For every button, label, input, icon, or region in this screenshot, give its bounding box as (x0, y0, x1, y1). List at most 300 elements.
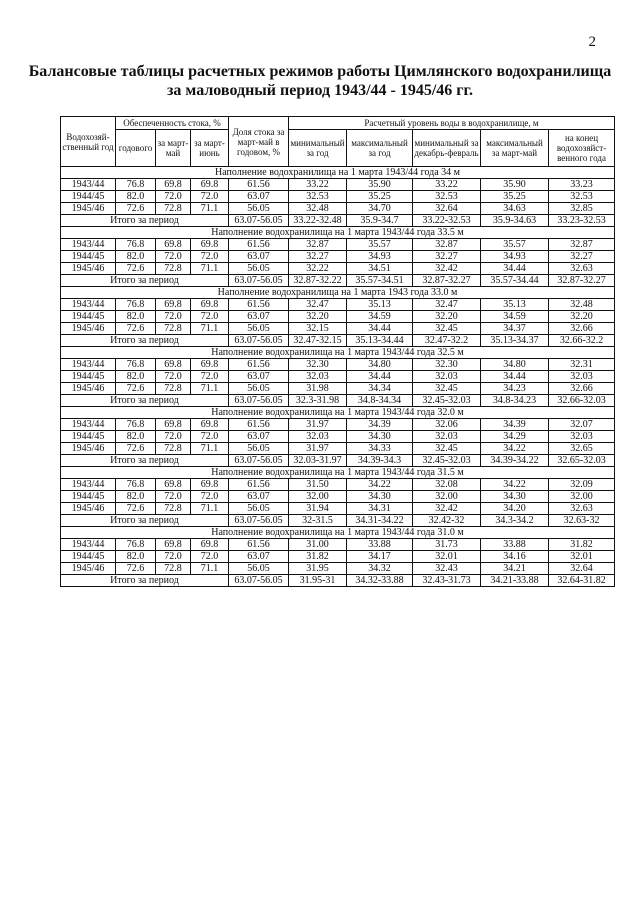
section-header-row (61, 527, 615, 539)
row-value-cell: 69.8 (156, 539, 191, 551)
row-value-cell: 76.8 (116, 179, 156, 191)
total-value-cell: 34.32-33.88 (347, 575, 413, 587)
row-value-cell: 82.0 (116, 551, 156, 563)
row-value-cell: 72.0 (156, 371, 191, 383)
row-value-cell: 34.23 (481, 383, 549, 395)
row-year-cell: 1944/45 (61, 191, 116, 203)
total-row (61, 395, 615, 407)
total-value-cell: 63.07-56.05 (229, 395, 289, 407)
total-value-cell: 32.45-32.03 (413, 455, 481, 467)
row-value-cell: 32.01 (413, 551, 481, 563)
row-value-cell: 61.56 (229, 359, 289, 371)
row-value-cell: 63.07 (229, 491, 289, 503)
page-title (0, 62, 640, 100)
row-value-cell: 32.27 (289, 251, 347, 263)
total-label: Итого за период (61, 515, 229, 527)
total-value-cell: 33.22-32.53 (413, 215, 481, 227)
total-label: Итого за период (61, 575, 229, 587)
total-value-cell: 32.42-32 (413, 515, 481, 527)
row-year-cell: 1945/46 (61, 263, 116, 275)
row-value-cell: 35.57 (481, 239, 549, 251)
total-value-cell: 35.9-34.63 (481, 215, 549, 227)
row-value-cell: 69.8 (156, 419, 191, 431)
row-value-cell: 63.07 (229, 371, 289, 383)
row-value-cell: 34.22 (481, 443, 549, 455)
row-value-cell: 69.8 (191, 179, 229, 191)
row-year-cell: 1945/46 (61, 383, 116, 395)
section-header-row (61, 347, 615, 359)
section-title: Наполнение водохранилища на 1 марта 1943/44 года 32.5 м (61, 347, 615, 359)
row-value-cell: 32.30 (289, 359, 347, 371)
row-value-cell: 32.03 (549, 371, 615, 383)
row-value-cell: 69.8 (191, 239, 229, 251)
row-value-cell: 34.63 (481, 203, 549, 215)
row-value-cell: 61.56 (229, 479, 289, 491)
row-value-cell: 72.0 (191, 251, 229, 263)
row-value-cell: 72.6 (116, 443, 156, 455)
row-value-cell: 69.8 (156, 239, 191, 251)
row-value-cell: 72.0 (156, 311, 191, 323)
row-value-cell: 34.30 (481, 491, 549, 503)
row-value-cell: 56.05 (229, 503, 289, 515)
row-value-cell: 82.0 (116, 191, 156, 203)
row-value-cell: 72.0 (191, 551, 229, 563)
row-value-cell: 69.8 (191, 359, 229, 371)
row-value-cell: 71.1 (191, 323, 229, 335)
total-value-cell: 32.87-32.22 (289, 275, 347, 287)
row-value-cell: 76.8 (116, 239, 156, 251)
row-value-cell: 56.05 (229, 203, 289, 215)
row-year-cell: 1943/44 (61, 299, 116, 311)
total-value-cell: 32.63-32 (549, 515, 615, 527)
row-year-cell: 1945/46 (61, 503, 116, 515)
row-value-cell: 69.8 (156, 179, 191, 191)
title-line-1: Балансовые таблицы расчетных режимов работы Цимлянского водохранилища (28, 63, 612, 80)
row-value-cell: 34.44 (481, 371, 549, 383)
row-value-cell: 35.57 (347, 239, 413, 251)
row-value-cell: 32.45 (413, 323, 481, 335)
total-value-cell: 32.66-32.03 (549, 395, 615, 407)
row-value-cell: 71.1 (191, 383, 229, 395)
total-value-cell: 35.13-34.37 (481, 335, 549, 347)
section-header-row (61, 407, 615, 419)
row-value-cell: 72.6 (116, 263, 156, 275)
row-value-cell: 82.0 (116, 431, 156, 443)
row-value-cell: 32.31 (549, 359, 615, 371)
row-value-cell: 72.0 (156, 491, 191, 503)
total-label: Итого за период (61, 335, 229, 347)
row-value-cell: 32.64 (413, 203, 481, 215)
row-value-cell: 32.03 (413, 431, 481, 443)
row-value-cell: 32.47 (413, 299, 481, 311)
row-value-cell: 71.1 (191, 443, 229, 455)
row-value-cell: 32.03 (413, 371, 481, 383)
section-title: Наполнение водохранилища на 1 марта 1943/44 года 31.5 м (61, 467, 615, 479)
row-value-cell: 76.8 (116, 299, 156, 311)
row-value-cell: 72.6 (116, 203, 156, 215)
row-value-cell: 32.87 (289, 239, 347, 251)
table-row (61, 239, 615, 251)
header-supply-marmay: за март-май (156, 130, 191, 167)
row-value-cell: 34.32 (347, 563, 413, 575)
table-row (61, 251, 615, 263)
row-value-cell: 69.8 (191, 419, 229, 431)
row-value-cell: 72.6 (116, 383, 156, 395)
row-value-cell: 72.8 (156, 563, 191, 575)
section-title: Наполнение водохранилища на 1 марта 1943/44 года 31.0 м (61, 527, 615, 539)
row-value-cell: 34.37 (481, 323, 549, 335)
row-year-cell: 1943/44 (61, 479, 116, 491)
row-year-cell: 1945/46 (61, 443, 116, 455)
total-value-cell: 33.23-32.53 (549, 215, 615, 227)
row-value-cell: 34.80 (347, 359, 413, 371)
total-value-cell: 35.57-34.51 (347, 275, 413, 287)
section-title: Наполнение водохранилища на 1 марта 1943 года 33.0 м (61, 287, 615, 299)
row-value-cell: 63.07 (229, 311, 289, 323)
row-value-cell: 31.50 (289, 479, 347, 491)
total-value-cell: 34.8-34.34 (347, 395, 413, 407)
total-value-cell: 32.47-32.2 (413, 335, 481, 347)
table-row (61, 503, 615, 515)
row-value-cell: 33.23 (549, 179, 615, 191)
row-value-cell: 34.70 (347, 203, 413, 215)
row-value-cell: 34.30 (347, 491, 413, 503)
row-value-cell: 61.56 (229, 419, 289, 431)
row-value-cell: 72.0 (156, 551, 191, 563)
row-value-cell: 56.05 (229, 563, 289, 575)
section-header-row (61, 227, 615, 239)
row-value-cell: 32.03 (289, 431, 347, 443)
row-value-cell: 76.8 (116, 539, 156, 551)
row-year-cell: 1944/45 (61, 491, 116, 503)
total-value-cell: 63.07-56.05 (229, 575, 289, 587)
row-value-cell: 34.51 (347, 263, 413, 275)
row-value-cell: 32.30 (413, 359, 481, 371)
total-row (61, 275, 615, 287)
total-value-cell: 32.87-32.27 (413, 275, 481, 287)
section-title: Наполнение водохранилища на 1 марта 1943/44 года 32.0 м (61, 407, 615, 419)
row-value-cell: 32.03 (549, 431, 615, 443)
total-value-cell: 63.07-56.05 (229, 455, 289, 467)
row-value-cell: 34.34 (347, 383, 413, 395)
row-value-cell: 63.07 (229, 191, 289, 203)
row-value-cell: 32.03 (289, 371, 347, 383)
row-value-cell: 33.22 (289, 179, 347, 191)
total-value-cell: 32.64-31.82 (549, 575, 615, 587)
row-value-cell: 32.22 (289, 263, 347, 275)
page-number: 2 (588, 34, 596, 50)
row-value-cell: 76.8 (116, 479, 156, 491)
total-row (61, 575, 615, 587)
header-end-year: на конец водохозяйст-венного года (549, 130, 615, 167)
row-value-cell: 33.88 (481, 539, 549, 551)
total-value-cell: 32.43-31.73 (413, 575, 481, 587)
row-year-cell: 1944/45 (61, 371, 116, 383)
table-row (61, 371, 615, 383)
row-value-cell: 72.6 (116, 323, 156, 335)
row-value-cell: 35.13 (347, 299, 413, 311)
row-value-cell: 76.8 (116, 419, 156, 431)
total-label: Итого за период (61, 455, 229, 467)
row-value-cell: 82.0 (116, 251, 156, 263)
row-year-cell: 1943/44 (61, 419, 116, 431)
row-value-cell: 56.05 (229, 443, 289, 455)
section-header-row (61, 467, 615, 479)
table-row (61, 311, 615, 323)
total-value-cell: 32.47-32.15 (289, 335, 347, 347)
row-value-cell: 32.09 (549, 479, 615, 491)
row-value-cell: 34.17 (347, 551, 413, 563)
total-value-cell: 32.87-32.27 (549, 275, 615, 287)
total-value-cell: 31.95-31 (289, 575, 347, 587)
row-year-cell: 1943/44 (61, 179, 116, 191)
row-value-cell: 32.20 (289, 311, 347, 323)
row-value-cell: 32.47 (289, 299, 347, 311)
total-value-cell: 63.07-56.05 (229, 275, 289, 287)
row-value-cell: 69.8 (156, 299, 191, 311)
table-row (61, 203, 615, 215)
row-year-cell: 1944/45 (61, 251, 116, 263)
row-value-cell: 32.27 (413, 251, 481, 263)
row-value-cell: 31.97 (289, 419, 347, 431)
total-value-cell: 63.07-56.05 (229, 215, 289, 227)
row-year-cell: 1943/44 (61, 359, 116, 371)
row-value-cell: 32.87 (413, 239, 481, 251)
row-value-cell: 32.45 (413, 443, 481, 455)
section-title: Наполнение водохранилища на 1 марта 1943/44 года 33.5 м (61, 227, 615, 239)
total-value-cell: 34.8-34.23 (481, 395, 549, 407)
row-year-cell: 1945/46 (61, 323, 116, 335)
table-row (61, 191, 615, 203)
table-body (61, 167, 615, 587)
row-value-cell: 72.8 (156, 263, 191, 275)
total-value-cell: 32-31.5 (289, 515, 347, 527)
row-value-cell: 35.25 (347, 191, 413, 203)
header-max-year: максимальный за год (347, 130, 413, 167)
total-value-cell: 34.39-34.22 (481, 455, 549, 467)
row-value-cell: 72.8 (156, 503, 191, 515)
row-value-cell: 82.0 (116, 491, 156, 503)
table-row (61, 539, 615, 551)
table-row (61, 323, 615, 335)
row-value-cell: 32.63 (549, 503, 615, 515)
total-row (61, 215, 615, 227)
header-supply-annual: годового (116, 130, 156, 167)
row-value-cell: 72.0 (191, 191, 229, 203)
row-value-cell: 34.21 (481, 563, 549, 575)
row-value-cell: 32.48 (289, 203, 347, 215)
row-value-cell: 34.59 (347, 311, 413, 323)
row-value-cell: 71.1 (191, 263, 229, 275)
row-value-cell: 72.0 (191, 431, 229, 443)
row-year-cell: 1943/44 (61, 239, 116, 251)
total-value-cell: 63.07-56.05 (229, 515, 289, 527)
row-year-cell: 1944/45 (61, 311, 116, 323)
row-value-cell: 69.8 (191, 299, 229, 311)
header-share: Доля стока за март-май в годовом, % (229, 117, 289, 167)
row-value-cell: 32.45 (413, 383, 481, 395)
section-header-row (61, 167, 615, 179)
total-label: Итого за период (61, 275, 229, 287)
row-value-cell: 72.0 (156, 191, 191, 203)
total-value-cell: 34.31-34.22 (347, 515, 413, 527)
table-row (61, 263, 615, 275)
table-row (61, 551, 615, 563)
row-value-cell: 31.98 (289, 383, 347, 395)
row-value-cell: 61.56 (229, 239, 289, 251)
row-value-cell: 63.07 (229, 251, 289, 263)
row-value-cell: 34.93 (347, 251, 413, 263)
row-value-cell: 71.1 (191, 203, 229, 215)
header-min-year: минимальный за год (289, 130, 347, 167)
row-value-cell: 72.0 (191, 371, 229, 383)
row-value-cell: 32.15 (289, 323, 347, 335)
table-row (61, 359, 615, 371)
row-value-cell: 35.25 (481, 191, 549, 203)
total-value-cell: 32.03-31.97 (289, 455, 347, 467)
total-row (61, 515, 615, 527)
row-value-cell: 69.8 (191, 539, 229, 551)
row-value-cell: 34.22 (347, 479, 413, 491)
row-value-cell: 34.30 (347, 431, 413, 443)
row-value-cell: 72.8 (156, 323, 191, 335)
row-value-cell: 32.42 (413, 503, 481, 515)
table-row (61, 419, 615, 431)
row-value-cell: 72.0 (156, 431, 191, 443)
row-value-cell: 35.90 (347, 179, 413, 191)
row-value-cell: 31.97 (289, 443, 347, 455)
header-year: Водохозяй-ственный год (61, 117, 116, 167)
total-label: Итого за период (61, 395, 229, 407)
total-value-cell: 34.39-34.3 (347, 455, 413, 467)
row-value-cell: 35.90 (481, 179, 549, 191)
table-row (61, 479, 615, 491)
balance-table (60, 116, 615, 587)
row-value-cell: 31.82 (549, 539, 615, 551)
row-value-cell: 33.22 (413, 179, 481, 191)
row-value-cell: 32.53 (289, 191, 347, 203)
row-value-cell: 32.66 (549, 383, 615, 395)
row-value-cell: 32.08 (413, 479, 481, 491)
row-value-cell: 61.56 (229, 539, 289, 551)
row-value-cell: 32.20 (549, 311, 615, 323)
total-value-cell: 35.57-34.44 (481, 275, 549, 287)
row-value-cell: 34.16 (481, 551, 549, 563)
row-value-cell: 34.59 (481, 311, 549, 323)
row-value-cell: 61.56 (229, 179, 289, 191)
total-row (61, 335, 615, 347)
row-value-cell: 32.01 (549, 551, 615, 563)
row-value-cell: 34.39 (481, 419, 549, 431)
row-value-cell: 32.64 (549, 563, 615, 575)
row-value-cell: 56.05 (229, 323, 289, 335)
table-row (61, 443, 615, 455)
total-value-cell: 35.9-34.7 (347, 215, 413, 227)
total-value-cell: 32.65-32.03 (549, 455, 615, 467)
row-value-cell: 71.1 (191, 503, 229, 515)
row-value-cell: 34.80 (481, 359, 549, 371)
row-value-cell: 34.29 (481, 431, 549, 443)
row-value-cell: 31.94 (289, 503, 347, 515)
row-value-cell: 72.6 (116, 563, 156, 575)
row-value-cell: 71.1 (191, 563, 229, 575)
total-label: Итого за период (61, 215, 229, 227)
row-value-cell: 31.73 (413, 539, 481, 551)
row-value-cell: 32.87 (549, 239, 615, 251)
row-value-cell: 32.53 (549, 191, 615, 203)
row-value-cell: 72.8 (156, 443, 191, 455)
row-value-cell: 34.44 (481, 263, 549, 275)
row-value-cell: 69.8 (156, 479, 191, 491)
row-value-cell: 32.00 (289, 491, 347, 503)
total-value-cell: 32.66-32.2 (549, 335, 615, 347)
row-value-cell: 32.27 (549, 251, 615, 263)
row-value-cell: 31.95 (289, 563, 347, 575)
row-value-cell: 32.00 (413, 491, 481, 503)
row-value-cell: 72.8 (156, 383, 191, 395)
row-value-cell: 69.8 (191, 479, 229, 491)
header-max-marmay: максимальный за март-май (481, 130, 549, 167)
row-value-cell: 32.43 (413, 563, 481, 575)
total-value-cell: 35.13-34.44 (347, 335, 413, 347)
row-value-cell: 32.48 (549, 299, 615, 311)
title-line-2: за маловодный период 1943/44 - 1945/46 гг. (166, 82, 474, 99)
row-value-cell: 33.88 (347, 539, 413, 551)
row-value-cell: 61.56 (229, 299, 289, 311)
header-min-decfeb: минимальный за декабрь-февраль (413, 130, 481, 167)
row-value-cell: 32.85 (549, 203, 615, 215)
table-row (61, 299, 615, 311)
header-supply-marjun: за март-июнь (191, 130, 229, 167)
row-year-cell: 1945/46 (61, 203, 116, 215)
row-value-cell: 34.44 (347, 323, 413, 335)
row-value-cell: 34.31 (347, 503, 413, 515)
table-row (61, 431, 615, 443)
row-value-cell: 32.07 (549, 419, 615, 431)
row-year-cell: 1945/46 (61, 563, 116, 575)
row-value-cell: 31.00 (289, 539, 347, 551)
row-value-cell: 32.06 (413, 419, 481, 431)
row-value-cell: 34.22 (481, 479, 549, 491)
row-value-cell: 32.00 (549, 491, 615, 503)
row-year-cell: 1944/45 (61, 431, 116, 443)
total-value-cell: 32.3-31.98 (289, 395, 347, 407)
row-value-cell: 34.33 (347, 443, 413, 455)
row-value-cell: 56.05 (229, 383, 289, 395)
row-year-cell: 1943/44 (61, 539, 116, 551)
total-value-cell: 33.22-32.48 (289, 215, 347, 227)
row-value-cell: 72.6 (116, 503, 156, 515)
row-value-cell: 34.44 (347, 371, 413, 383)
row-value-cell: 35.13 (481, 299, 549, 311)
total-value-cell: 34.21-33.88 (481, 575, 549, 587)
row-value-cell: 34.93 (481, 251, 549, 263)
table-row (61, 491, 615, 503)
row-value-cell: 32.63 (549, 263, 615, 275)
row-value-cell: 34.39 (347, 419, 413, 431)
row-value-cell: 56.05 (229, 263, 289, 275)
section-title: Наполнение водохранилища на 1 марта 1943/44 года 34 м (61, 167, 615, 179)
row-value-cell: 32.65 (549, 443, 615, 455)
section-header-row (61, 287, 615, 299)
row-value-cell: 76.8 (116, 359, 156, 371)
table-row (61, 383, 615, 395)
header-level: Расчетный уровень воды в водохранилище, м (289, 117, 615, 130)
header-supply: Обеспеченность стока, % (116, 117, 229, 130)
table-row (61, 563, 615, 575)
row-value-cell: 63.07 (229, 551, 289, 563)
row-value-cell: 72.0 (191, 311, 229, 323)
